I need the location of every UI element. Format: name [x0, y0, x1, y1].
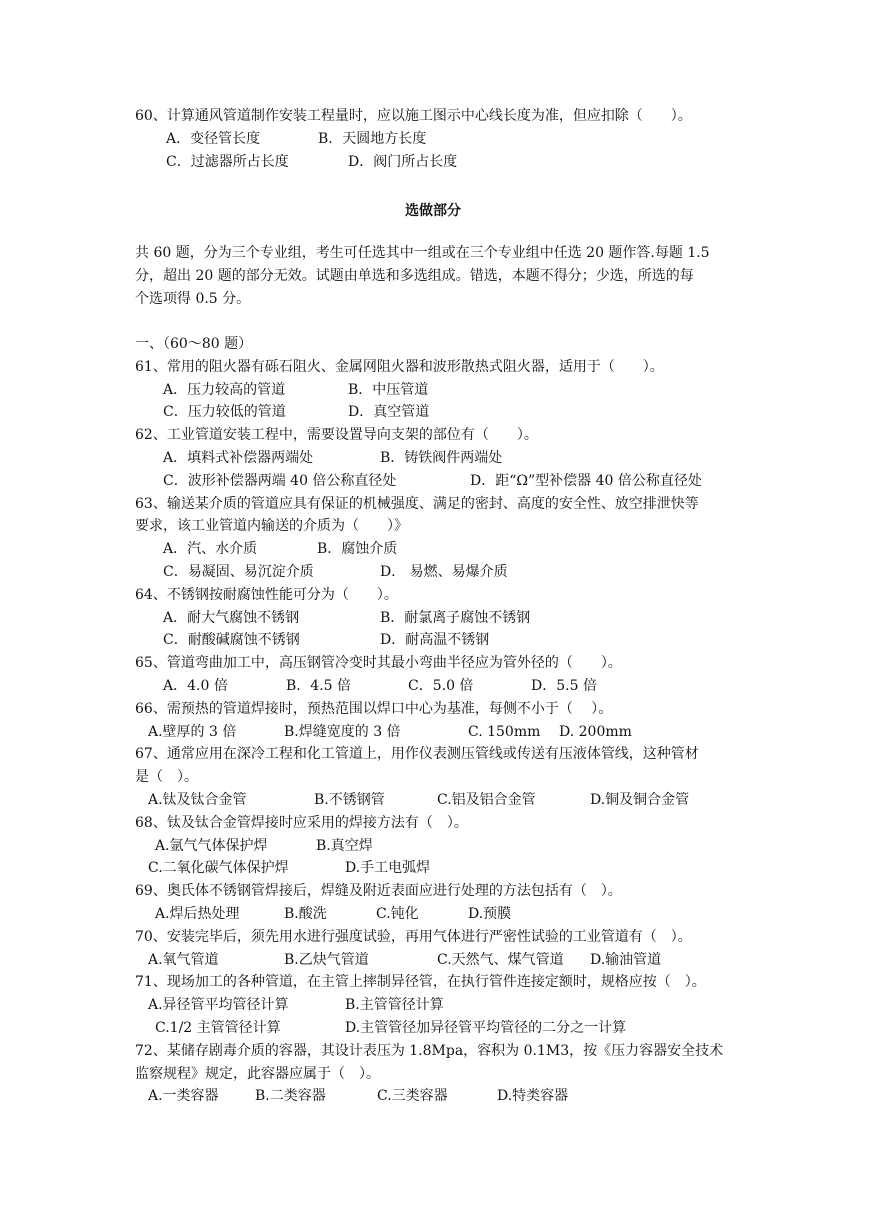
question-70-option-c: C.天然气、煤气管道: [437, 952, 564, 968]
question-68-option-b: B.真空焊: [316, 838, 373, 854]
question-69-option-d: D.预膜: [468, 906, 512, 922]
question-61-option-a: A．压力较高的管道: [163, 382, 286, 398]
question-60-option-b: B．天圆地方长度: [318, 131, 427, 147]
question-72-option-b: B.二类容器: [255, 1088, 326, 1104]
question-72-stem-line-1: 72、某储存剧毒介质的容器，其设计表压为 1.8Mpa，容积为 0.1M3，按《压力容器安全技术: [135, 1043, 724, 1059]
question-66-option-b: B.焊缝宽度的 3 倍: [284, 724, 401, 740]
question-68-option-d: D.手工电弧焊: [345, 860, 431, 876]
question-64-option-d: D．耐高温不锈钢: [380, 632, 490, 648]
question-67-stem-line-2: 是（ ）。: [135, 769, 198, 785]
question-70-option-a: A.氧气管道: [148, 952, 219, 968]
question-66-option-d: D. 200mm: [559, 724, 632, 740]
question-66-stem: 66、需预热的管道焊接时，预热范围以焊口中心为基准，每侧不小于（ ）。: [135, 701, 613, 717]
question-72-option-c: C.三类容器: [377, 1088, 448, 1104]
question-67-option-b: B.不锈钢管: [314, 792, 385, 808]
question-67-option-c: C.铝及铝合金管: [437, 792, 536, 808]
question-65-option-c: C．5.0 倍: [408, 678, 474, 694]
question-68-option-c: C.二氧化碳气体保护焊: [148, 860, 289, 876]
question-68-option-a: A.氩气气体保护焊: [155, 838, 268, 854]
question-69-option-c: C.钝化: [376, 906, 419, 922]
question-62-option-b: B．铸铁阀件两端处: [380, 450, 503, 466]
question-70-stem: 70、安装完毕后，须先用水进行强度试验，再用气体进行严密性试验的工业管道有（ ）。: [135, 929, 692, 945]
question-71-option-c: C.1/2 主管管径计算: [155, 1020, 281, 1036]
question-63-option-c: C．易凝固、易沉淀介质: [163, 564, 314, 580]
intro-line-3: 个选项得 0.5 分。: [135, 291, 251, 307]
question-70-option-d: D.输油管道: [590, 952, 662, 968]
question-72-stem-line-2: 监察规程》规定，此容器应属于（ ）。: [135, 1066, 380, 1082]
question-61-option-d: D．真空管道: [348, 404, 430, 420]
question-71-option-d: D.主管管径加异径管平均管径的二分之一计算: [345, 1020, 627, 1036]
question-71-option-b: B.主管管径计算: [345, 997, 444, 1013]
question-66-option-a: A.壁厚的 3 倍: [148, 724, 237, 740]
question-61-stem: 61、常用的阻火器有砾石阻火、金属网阻火器和波形散热式阻火器，适用于（ ）。: [135, 359, 664, 375]
question-69-option-a: A.焊后热处理: [155, 906, 240, 922]
question-61-option-b: B．中压管道: [348, 382, 429, 398]
question-63-option-b: B．腐蚀介质: [317, 541, 398, 557]
question-70-option-b: B.乙炔气管道: [284, 952, 369, 968]
question-64-option-c: C．耐酸碱腐蚀不锈钢: [163, 632, 300, 648]
question-65-stem: 65、管道弯曲加工中，高压钢管冷变时其最小弯曲半径应为管外径的（ ）。: [135, 655, 622, 671]
question-66-option-c: C. 150mm: [468, 724, 541, 740]
question-71-stem: 71、现场加工的各种管道，在主管上摔制异径管，在执行管件连接定额时，规格应按（ ）。: [135, 974, 706, 990]
question-72-option-a: A.一类容器: [148, 1088, 219, 1104]
question-62-option-c: C．波形补偿器两端 40 倍公称直径处: [163, 473, 397, 489]
question-61-option-c: C．压力较低的管道: [163, 404, 286, 420]
question-63-option-a: A．汽、水介质: [163, 541, 258, 557]
intro-line-2: 分，超出 20 题的部分无效。试题由单选和多选组成。错选，本题不得分；少选，所选的每: [135, 268, 694, 284]
question-60-stem: 60、计算通风管道制作安装工程量时，应以施工图示中心线长度为准，但应扣除（ ）。: [135, 108, 692, 124]
question-65-option-b: B．4.5 倍: [286, 678, 352, 694]
question-62-option-a: A．填料式补偿器两端处: [163, 450, 314, 466]
question-63-option-d: D． 易燃、易爆介质: [380, 564, 508, 580]
question-67-option-a: A.钛及钛合金管: [148, 792, 247, 808]
question-67-option-d: D.铜及铜合金管: [590, 792, 690, 808]
question-65-option-d: D．5.5 倍: [531, 678, 597, 694]
question-64-option-b: B．耐氯离子腐蚀不锈钢: [380, 610, 531, 626]
question-68-stem: 68、钛及钛合金管焊接时应采用的焊接方法有（ ）。: [135, 815, 468, 831]
question-69-stem: 69、奥氏体不锈钢管焊接后，焊缝及附近表面应进行处理的方法包括有（ ）。: [135, 883, 622, 899]
question-62-stem: 62、工业管道安装工程中，需要设置导向支架的部位有（ ）。: [135, 427, 538, 443]
question-60-option-a: A．变径管长度: [166, 131, 261, 147]
question-63-stem-line-2: 要求，该工业管道内输送的介质为（ ）》: [135, 518, 408, 534]
section-title: 选做部分: [405, 203, 461, 219]
group-heading: 一、（60～80 题）: [135, 336, 253, 352]
question-60-option-c: C．过滤器所占长度: [166, 154, 289, 170]
question-63-stem-line-1: 63、输送某介质的管道应具有保证的机械强度、满足的密封、高度的安全性、放空排泄快等: [135, 496, 699, 512]
question-71-option-a: A.异径管平均管径计算: [148, 997, 289, 1013]
question-72-option-d: D.特类容器: [497, 1088, 569, 1104]
question-64-stem: 64、不锈钢按耐腐蚀性能可分为（ ）。: [135, 587, 398, 603]
question-65-option-a: A．4.0 倍: [163, 678, 228, 694]
question-62-option-d: D．距“Ω”型补偿器 40 倍公称直径处: [470, 473, 702, 489]
question-67-stem-line-1: 67、通常应用在深冷工程和化工管道上，用作仪表测压管线或传送有压液体管线，这种管材: [135, 746, 699, 762]
question-69-option-b: B.酸洗: [284, 906, 327, 922]
question-60-option-d: D．阀门所占长度: [348, 154, 458, 170]
question-64-option-a: A．耐大气腐蚀不锈钢: [163, 610, 300, 626]
intro-line-1: 共 60 题，分为三个专业组，考生可任选其中一组或在三个专业组中任选 20 题作答.每题 1.5: [135, 245, 710, 261]
